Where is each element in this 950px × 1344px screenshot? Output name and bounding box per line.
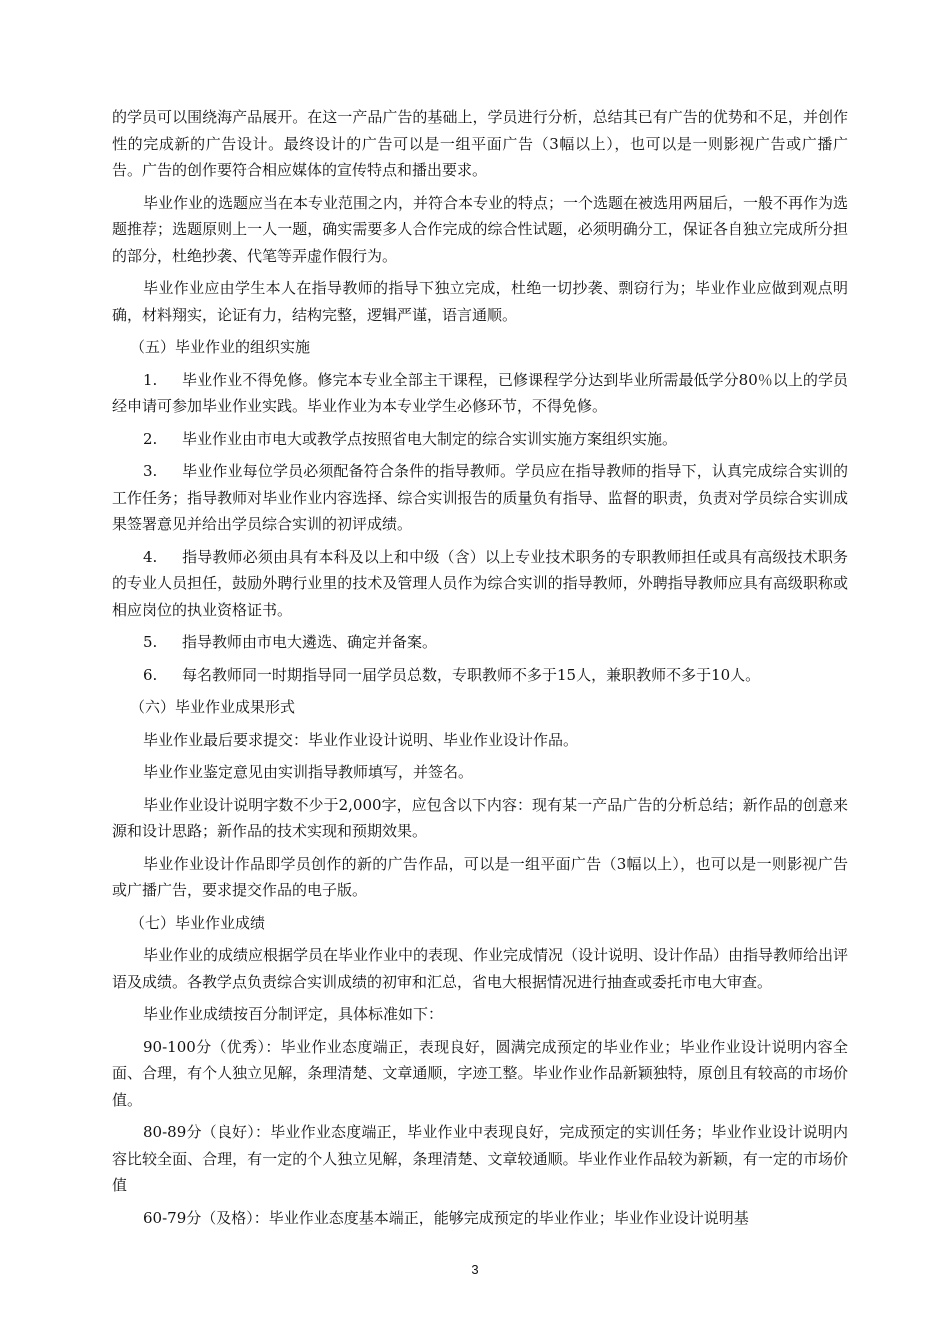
- paragraph: 毕业作业成绩按百分制评定，具体标准如下：: [143, 1005, 444, 1023]
- item-number: 4.: [143, 547, 158, 566]
- paragraph: 毕业作业应由学生本人在指导教师的指导下独立完成，杜绝一切抄袭、剽窃行为；毕业作业应做到观点明确，材料翔实，论证有力，结构完整，逻辑严谨，语言通顺。: [112, 279, 848, 324]
- paragraph: 毕业作业的成绩应根据学员在毕业作业中的表现、作业完成情况（设计说明、设计作品）由指导教师给出评语及成绩。各教学点负责综合实训成绩的初审和汇总，省电大根据情况进行抽查或委托市电大审查。: [112, 946, 849, 991]
- document-body: [112, 104, 848, 1237]
- page-number: 3: [471, 1262, 479, 1277]
- grade-good: 80-89分（良好）：毕业作业态度端正，毕业作业中表现良好，完成预定的实训任务；毕业作业设计说明内容比较全面、合理，有一定的个人独立见解，条理清楚、文章较通顺。毕业作业作品较为新颖，有一定的市场价值: [112, 1123, 848, 1194]
- grade-excellent: 90-100分（优秀）：毕业作业态度端正，表现良好，圆满完成预定的毕业作业；毕业作业设计说明内容全面、合理，有个人独立见解，条理清楚、文章通顺，字迹工整。毕业作业作品新颖独特，原创且有较高的市场价值。: [112, 1037, 848, 1109]
- paragraph: 毕业作业设计说明字数不少于2,000字，应包含以下内容：现有某一产品广告的分析总结；新作品的创意来源和设计思路；新作品的技术实现和预期效果。: [112, 795, 848, 840]
- numbered-item-2: [112, 426, 848, 453]
- item-text: 指导教师必须由具有本科及以上和中级（含）以上专业技术职务的专职教师担任或具有高级技术职务的专业人员担任，鼓励外聘行业里的技术及管理人员作为综合实训的指导教师，外聘指导教师应具有高级职称或相应岗位的执业资格证书。: [112, 547, 848, 619]
- grade-pass: 60-79分（及格）：毕业作业态度基本端正，能够完成预定的毕业作业；毕业作业设计说明基: [143, 1208, 749, 1227]
- item-number: 3.: [143, 462, 158, 480]
- paragraph: 毕业作业鉴定意见由实训指导教师填写，并签名。: [143, 763, 474, 781]
- numbered-item-6: [112, 662, 848, 689]
- section-heading-7: （七）毕业作业成绩: [130, 913, 266, 932]
- numbered-item-1: [112, 367, 848, 420]
- section-heading-5: （五）毕业作业的组织实施: [130, 338, 311, 356]
- paragraph: 毕业作业的选题应当在本专业范围之内，并符合本专业的特点；一个选题在被选用两届后，一般不再作为选题推荐；选题原则上一人一题，确实需要多人合作完成的综合性试题，必须明确分工，保证各自独立完成所分担的部分，杜绝抄袭、代笔等弄虚作假行为。: [112, 193, 849, 265]
- item-number: 6.: [143, 665, 158, 684]
- item-number: 2.: [143, 429, 158, 448]
- paragraph: 的学员可以围绕海产品展开。在这一产品广告的基础上，学员进行分析，总结其已有广告的优势和不足，并创作性的完成新的广告设计。最终设计的广告可以是一组平面广告（3幅以上），也可以是一则影视广告或广播广告。广告的创作要符合相应媒体的宣传特点和播出要求。: [112, 108, 848, 179]
- numbered-item-5: [112, 629, 848, 656]
- item-text: 指导教师由市电大遴选、确定并备案。: [182, 633, 438, 651]
- item-text: 每名教师同一时期指导同一届学员总数，专职教师不多于15人，兼职教师不多于10人。: [182, 665, 761, 684]
- paragraph: 毕业作业最后要求提交：毕业作业设计说明、毕业作业设计作品。: [143, 730, 579, 749]
- item-text: 毕业作业不得免修。修完本专业全部主干课程，已修课程学分达到毕业所需最低学分80％以上的学员经申请可参加毕业作业实践。毕业作业为本专业学生必修环节，不得免修。: [112, 370, 848, 415]
- item-number: 5.: [143, 633, 158, 651]
- section-heading-6: （六）毕业作业成果形式: [130, 698, 296, 716]
- numbered-item-4: [112, 544, 848, 624]
- paragraph: 毕业作业设计作品即学员创作的新的广告作品，可以是一组平面广告（3幅以上），也可以是一则影视广告或广播广告，要求提交作品的电子版。: [112, 854, 848, 899]
- item-text: 毕业作业每位学员必须配备符合条件的指导教师。学员应在指导教师的指导下，认真完成综合实训的工作任务；指导教师对毕业作业内容选择、综合实训报告的质量负有指导、监督的职责，负责对学员综合实训成果签署意见并给出学员综合实训的初评成绩。: [112, 462, 848, 533]
- item-number: 1.: [143, 370, 158, 389]
- item-text: 毕业作业由市电大或教学点按照省电大制定的综合实训实施方案组织实施。: [182, 429, 678, 448]
- numbered-item-3: [112, 458, 848, 538]
